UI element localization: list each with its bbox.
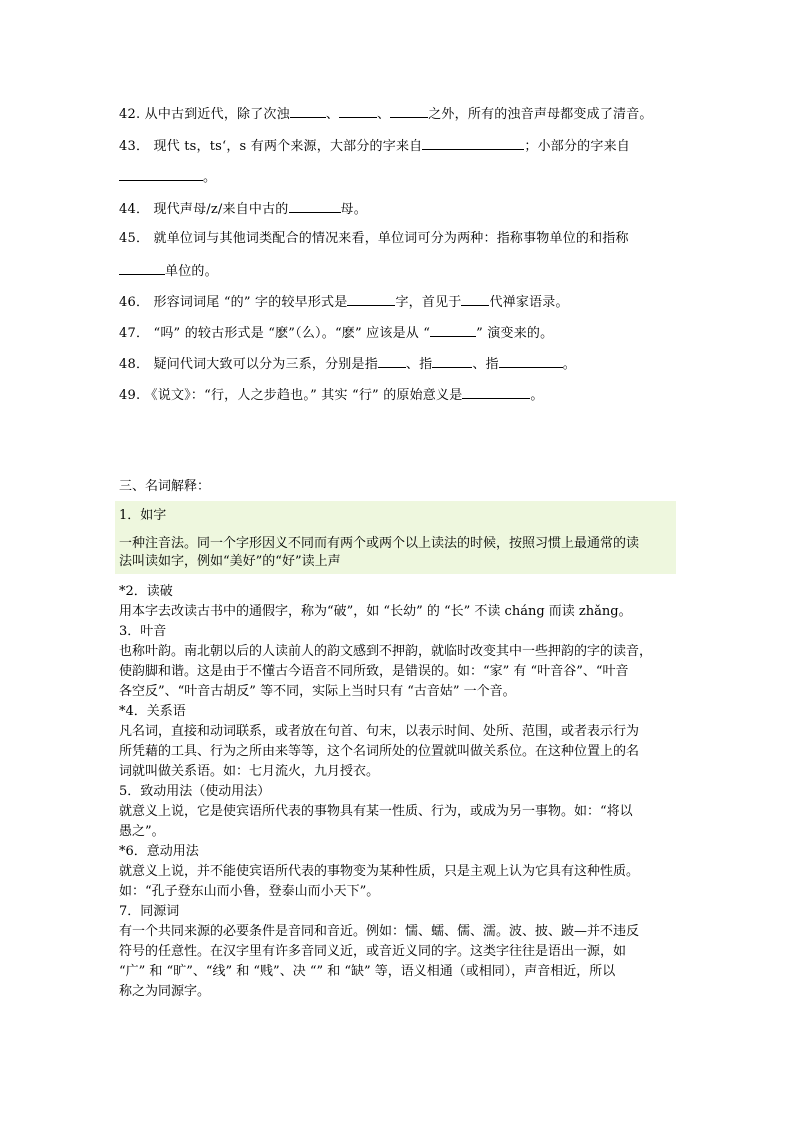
- question-text: 疑问代词大致可以分为三系，分别是指: [153, 357, 378, 372]
- term-heading: *2．读破: [119, 584, 173, 599]
- question-42: [119, 105, 653, 123]
- term-heading: *6．意动用法: [119, 844, 199, 859]
- answer-blank: [390, 105, 428, 118]
- question-text: 、指: [472, 357, 499, 372]
- question-text: 、: [325, 107, 340, 122]
- question-43-continued: [119, 168, 216, 186]
- definition-text: 符号的任意性。在汉字里有许多音同义近，或音近义同的字。这类字往往是语出一源，如: [119, 944, 627, 959]
- question-text: ；小部分的字来自: [524, 139, 630, 154]
- question-48: [119, 355, 576, 373]
- question-text: 。: [203, 170, 217, 185]
- definition-text: 凡名词，直接和动词联系，或者放在句首、句末，以表示时间、处所、范围，或者表示行为: [119, 724, 640, 739]
- answer-blank: [462, 386, 530, 399]
- answer-blank: [290, 105, 326, 118]
- answer-blank: [499, 355, 563, 368]
- definition-text: 一种注音法。同一个字形因义不同而有两个或两个以上读法的时候，按照习惯上最通常的读: [119, 536, 640, 551]
- question-text: “吗” 的较古形式是 “麽”（么）。“麽” 应该是从 “: [153, 326, 431, 341]
- answer-blank: [119, 262, 165, 275]
- question-text: 从中古到近代，除了次浊: [144, 107, 290, 122]
- question-number: 48．: [119, 357, 150, 372]
- definition-text: 有一个共同来源的必要条件是音同和音近。例如：懦、蠕、儒、濡。波、披、跛—并不违反: [119, 924, 640, 939]
- question-text: 、: [377, 107, 391, 122]
- question-45-continued: [119, 262, 218, 280]
- question-number: 42.: [119, 107, 141, 122]
- answer-blank: [378, 355, 406, 368]
- question-number: 46．: [119, 295, 150, 310]
- definition-text: 使韵脚和谐。这是由于不懂古今语音不同所致，是错误的。如：“家” 有 “叶音谷”、“叶音: [119, 664, 629, 679]
- definition-text: 用本字去改读古书中的通假字，称为“破”，如 “长幼” 的 “长” 不读 cháng 而读 zhǎng。: [119, 604, 632, 619]
- definition-text: 就意义上说，它是使宾语所代表的事物具有某一性质、行为，或成为另一事物。如：“将以: [119, 804, 633, 819]
- question-text: 代禅家语录。: [489, 295, 569, 310]
- definition-text: 各空反”、“叶音古胡反” 等不同，实际上当时只有 “古音姑” 一个音。: [119, 684, 516, 699]
- question-text: 现代声母/z/来自中古的: [153, 202, 289, 217]
- term-heading: *4．关系语: [119, 704, 186, 719]
- definition-text: 法叫读如字，例如“美好”的“好”读上声: [119, 554, 341, 569]
- definition-text: 就意义上说，并不能使宾语所代表的事物变为某种性质，只是主观上认为它具有这种性质。: [119, 864, 640, 879]
- question-46: [119, 293, 569, 311]
- term-heading: 7．同源词: [119, 904, 180, 919]
- question-text: 就单位词与其他词类配合的情况来看，单位词可分为两种：指称事物单位的和指称: [153, 231, 629, 246]
- question-43: [119, 137, 630, 155]
- question-47: [119, 324, 553, 342]
- question-number: 49.: [119, 388, 141, 403]
- question-45: [119, 231, 629, 247]
- question-number: 45．: [119, 231, 150, 246]
- definition-text: 愚之”。: [119, 824, 165, 839]
- question-number: 44．: [119, 202, 150, 217]
- question-text: 、指: [405, 357, 433, 372]
- question-text: 《说文》：“行，人之步趋也。” 其实 “行” 的原始意义是: [144, 388, 463, 403]
- term-heading: 3．叶音: [119, 624, 167, 639]
- answer-blank: [432, 355, 472, 368]
- definition-text: 词就叫做关系语。如：七月流火，九月授衣。: [119, 764, 380, 779]
- question-49: [119, 386, 544, 404]
- question-number: 43．: [119, 139, 150, 154]
- question-text: 单位的。: [165, 264, 218, 279]
- question-text: 母。: [340, 202, 367, 217]
- answer-blank: [119, 168, 203, 181]
- definition-text: 称之为同源字。: [119, 984, 211, 999]
- definition-text: 也称叶韵。南北朝以后的人读前人的韵文感到不押韵，就临时改变其中一些押韵的字的读音，: [119, 644, 653, 659]
- answer-blank: [289, 200, 341, 213]
- question-text: 形容词词尾 “的” 字的较早形式是: [153, 295, 348, 310]
- answer-blank: [422, 137, 524, 150]
- answer-blank: [461, 293, 489, 306]
- question-text: ” 演变来的。: [476, 326, 554, 341]
- question-text: 字，首见于: [395, 295, 462, 310]
- definition-text: 所凭藉的工具、行为之所由来等等，这个名词所处的位置就叫做关系位。在这种位置上的名: [119, 744, 640, 759]
- question-text: 。: [530, 388, 544, 403]
- section-title: 三、名词解释：: [119, 479, 211, 494]
- question-text: 之外，所有的浊音声母都变成了清音。: [428, 107, 653, 122]
- answer-blank: [339, 105, 377, 118]
- answer-blank: [347, 293, 395, 306]
- question-text: 现代 ts，ts‘，s 有两个来源，大部分的字来自: [153, 139, 423, 154]
- definition-text: 如：“孔子登东山而小鲁，登泰山而小天下”。: [119, 884, 380, 899]
- definitions-list: [119, 582, 679, 1002]
- term-heading: 5．致动用法（使动用法）: [119, 784, 271, 799]
- question-text: 。: [562, 357, 576, 372]
- term-heading: 1．如字: [119, 508, 167, 523]
- question-number: 47．: [119, 326, 150, 341]
- question-44: [119, 200, 367, 218]
- definition-text: “广” 和 “旷”、“线” 和 “贱”、决 “” 和 “缺” 等，语义相通（或相同），声音相近，所以: [119, 964, 616, 979]
- answer-blank: [430, 324, 476, 337]
